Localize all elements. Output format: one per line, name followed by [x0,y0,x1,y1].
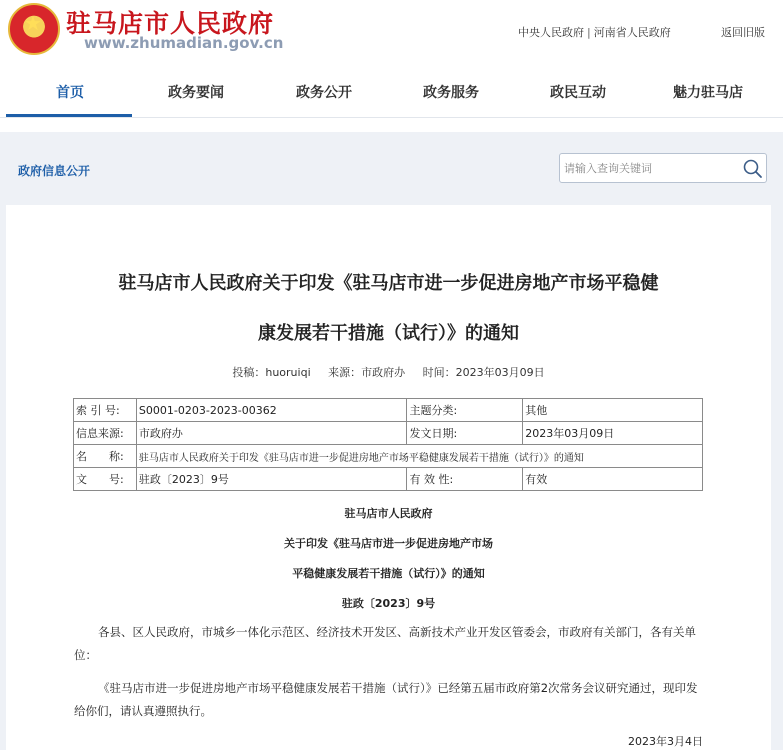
link-henan-government[interactable]: 河南省人民政府 [593,26,671,39]
table-cell-value: 驻马店市人民政府关于印发《驻马店市进一步促进房地产市场平稳健康发展若干措施（试行）》的通知 [136,445,702,468]
table-cell-value: 有效 [523,468,703,491]
old-version-link[interactable]: 返回旧版 [721,26,765,39]
table-cell-label: 文 号: [74,468,137,491]
meta-time: 时间：2023年03月09日 [422,366,545,379]
link-central-government[interactable]: 中央人民政府 [518,26,584,39]
table-cell-label: 主题分类: [407,399,523,422]
table-cell-value: 市政府办 [136,422,407,445]
nav-item-open-affairs[interactable]: 政务公开 [296,85,352,101]
article-title-line2: 康发展若干措施（试行）》的通知 [258,323,519,344]
table-cell-value: 其他 [523,399,703,422]
top-links [518,24,671,40]
search-icon[interactable] [742,158,764,180]
breadcrumb[interactable]: 政府信息公开 [18,164,91,178]
nav-item-interaction[interactable]: 政民互动 [550,85,606,101]
table-cell-label: 名 称: [74,445,137,468]
site-title[interactable]: 驻马店市人民政府 [66,9,275,38]
doc-title-line2: 平稳健康发展若干措施（试行）》的通知 [292,567,485,580]
table-cell-value: 驻政〔2023〕9号 [136,468,407,491]
nav-item-services[interactable]: 政务服务 [423,85,479,101]
nav-divider [0,117,783,118]
info-table [73,398,703,491]
paragraph-recipients: 各县、区人民政府，市城乡一体化示范区、经济技术开发区、高新技术产业开发区管委会，市政府有关部门，各有关单位： [74,625,696,662]
signature-date: 2023年3月4日 [628,735,703,748]
national-emblem-icon [8,3,60,55]
doc-number: 驻政〔2023〕9号 [341,597,436,610]
article-title-line1: 驻马店市人民政府关于印发《驻马店市进一步促进房地产市场平稳健 [118,273,659,294]
meta-author: 投稿：huoruiqi [232,366,311,379]
article-meta [6,364,771,380]
site-url: www.zhumadian.gov.cn [84,34,284,52]
table-cell-value: 2023年03月09日 [523,422,703,445]
nav-item-news[interactable]: 政务要闻 [168,85,224,101]
table-cell-value: S0001-0203-2023-00362 [136,399,407,422]
table-cell-label: 索 引 号: [74,399,137,422]
doc-title-line1: 关于印发《驻马店市进一步促进房地产市场 [284,537,493,550]
table-cell-label: 发文日期: [407,422,523,445]
table-row [74,399,703,422]
meta-source: 来源：市政府办 [328,366,406,379]
nav-item-home[interactable]: 首页 [56,85,84,101]
table-row [74,422,703,445]
site-header [0,0,783,132]
search-box [559,153,767,183]
article-panel [6,205,771,750]
search-input[interactable] [564,158,734,178]
paragraph-body: 《驻马店市进一步促进房地产市场平稳健康发展若干措施（试行）》已经第五届市政府第2次常务会议研究通过，现印发给你们，请认真遵照执行。 [74,681,698,718]
table-cell-label: 信息来源: [74,422,137,445]
link-separator: | [587,26,591,39]
main-nav [0,72,783,118]
star-icon: ★ [24,11,42,35]
nav-item-charm[interactable]: 魅力驻马店 [673,85,743,101]
table-cell-label: 有 效 性: [407,468,523,491]
table-row [74,445,703,468]
doc-issuer: 驻马店市人民政府 [344,507,433,520]
table-row [74,468,703,491]
